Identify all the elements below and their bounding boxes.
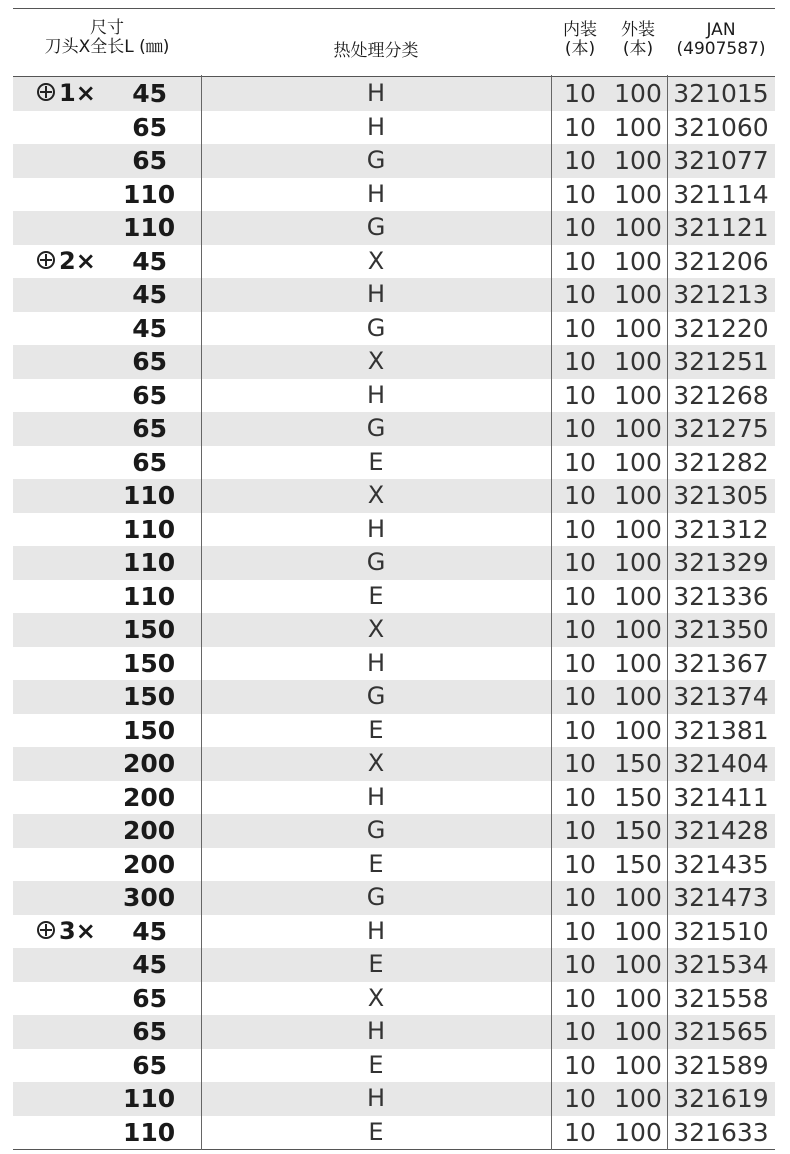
cell-jan-code: 321213	[673, 280, 769, 309]
cell-outer-pack: 100	[614, 548, 662, 577]
cell-heat-treatment: E	[368, 581, 384, 610]
table-bottom-border	[13, 1149, 775, 1150]
cell-length: 110	[123, 581, 176, 611]
cell-jan-code: 321619	[673, 1084, 769, 1113]
cell-outer-pack: 100	[614, 983, 662, 1013]
cell-jan-code: 321534	[673, 950, 769, 979]
cell-length: 45	[132, 246, 167, 276]
cell-jan-code: 321312	[673, 514, 769, 544]
cell-heat-treatment: G	[366, 414, 386, 442]
cell-jan-code: 321282	[673, 447, 769, 477]
cell-length: 110	[123, 548, 176, 577]
cell-jan-code: 321565	[673, 1017, 769, 1046]
cell-heat-treatment: H	[366, 782, 386, 811]
table-row	[13, 379, 775, 413]
divider-outer-jan	[667, 75, 668, 1150]
table-row	[13, 647, 775, 681]
cell-heat-treatment: H	[366, 380, 386, 409]
cell-inner-pack: 10	[564, 916, 596, 946]
cell-inner-pack: 10	[564, 79, 596, 108]
cell-length: 45	[132, 79, 167, 108]
cell-outer-pack: 100	[614, 1084, 662, 1113]
cell-tip-size	[37, 479, 127, 513]
cell-outer-pack: 100	[614, 347, 662, 376]
cell-heat-treatment: H	[366, 79, 386, 107]
cell-outer-pack: 100	[614, 715, 662, 745]
cell-tip-size	[37, 546, 127, 580]
cell-length: 65	[132, 112, 167, 142]
cell-tip-size	[37, 144, 127, 178]
cell-heat-treatment: H	[366, 1084, 386, 1112]
cell-heat-treatment: H	[366, 112, 386, 141]
tip-size-label: 1×	[59, 79, 96, 107]
cell-length: 110	[123, 213, 176, 242]
cell-jan-code: 321367	[673, 648, 769, 678]
cell-jan-code: 321435	[673, 849, 769, 879]
cell-heat-treatment: G	[366, 146, 386, 174]
header-heat-treatment: 热处理分类	[333, 41, 419, 61]
cell-inner-pack: 10	[564, 414, 596, 443]
cell-heat-treatment: H	[366, 648, 386, 677]
cell-length: 110	[123, 1117, 176, 1147]
cell-tip-size	[37, 1015, 127, 1049]
cell-inner-pack: 10	[564, 246, 596, 276]
table-row	[13, 580, 775, 614]
table-row	[13, 345, 775, 379]
cell-tip-size	[37, 178, 127, 212]
cell-jan-code: 321558	[673, 983, 769, 1013]
table-row	[13, 111, 775, 145]
table-row	[13, 781, 775, 815]
cell-jan-code: 321350	[673, 615, 769, 644]
header-outer-pack	[609, 21, 667, 59]
cell-inner-pack: 10	[564, 1084, 596, 1113]
cell-outer-pack: 100	[614, 481, 662, 510]
cell-length: 200	[123, 749, 176, 778]
cell-inner-pack: 10	[564, 648, 596, 678]
cell-length: 150	[123, 615, 176, 644]
cell-jan-code: 321268	[673, 380, 769, 410]
header-size	[13, 19, 201, 57]
cell-tip-size	[37, 1082, 127, 1116]
cell-outer-pack: 150	[614, 782, 662, 812]
cell-inner-pack: 10	[564, 280, 596, 309]
cell-jan-code: 321404	[673, 749, 769, 778]
table-row	[13, 680, 775, 714]
cell-length: 45	[132, 916, 167, 946]
cell-tip-size	[37, 747, 127, 781]
cell-jan-code: 321251	[673, 347, 769, 376]
phillips-plus-icon	[37, 83, 55, 101]
table-row	[13, 278, 775, 312]
cell-length: 65	[132, 1017, 167, 1046]
cell-heat-treatment: E	[368, 1050, 384, 1079]
cell-inner-pack: 10	[564, 112, 596, 142]
divider-heat-inner	[551, 75, 552, 1150]
cell-outer-pack: 150	[614, 749, 662, 778]
cell-heat-treatment: G	[366, 213, 386, 241]
cell-outer-pack: 100	[614, 146, 662, 175]
table-row	[13, 245, 775, 279]
table-row	[13, 613, 775, 647]
cell-tip-size	[37, 948, 127, 982]
cell-jan-code: 321121	[673, 213, 769, 242]
cell-length: 300	[123, 883, 176, 912]
cell-jan-code: 321077	[673, 146, 769, 175]
cell-outer-pack: 100	[614, 883, 662, 912]
cell-tip-size	[37, 345, 127, 379]
cell-length: 200	[123, 782, 176, 812]
spec-table	[13, 8, 775, 1150]
cell-heat-treatment: E	[368, 950, 384, 978]
cell-jan-code: 321633	[673, 1117, 769, 1147]
header-jan	[667, 21, 775, 59]
cell-outer-pack: 100	[614, 1117, 662, 1147]
cell-length: 110	[123, 514, 176, 544]
cell-tip-size	[37, 379, 127, 413]
cell-tip-size	[37, 111, 127, 145]
cell-inner-pack: 10	[564, 581, 596, 611]
cell-inner-pack: 10	[564, 146, 596, 175]
cell-length: 65	[132, 447, 167, 477]
cell-inner-pack: 10	[564, 213, 596, 242]
cell-outer-pack: 100	[614, 950, 662, 979]
cell-jan-code: 321510	[673, 916, 769, 946]
cell-inner-pack: 10	[564, 514, 596, 544]
cell-inner-pack: 10	[564, 1050, 596, 1080]
cell-heat-treatment: H	[366, 179, 386, 208]
cell-outer-pack: 100	[614, 380, 662, 410]
cell-length: 110	[123, 179, 176, 209]
cell-heat-treatment: E	[368, 447, 384, 476]
cell-inner-pack: 10	[564, 447, 596, 477]
cell-jan-code: 321329	[673, 548, 769, 577]
cell-heat-treatment: G	[366, 548, 386, 576]
cell-heat-treatment: G	[366, 883, 386, 911]
cell-heat-treatment: X	[367, 246, 385, 275]
cell-tip-size	[37, 446, 127, 480]
cell-jan-code: 321589	[673, 1050, 769, 1080]
cell-heat-treatment: G	[366, 816, 386, 844]
cell-length: 65	[132, 146, 167, 175]
cell-length: 65	[132, 380, 167, 410]
cell-outer-pack: 100	[614, 615, 662, 644]
cell-inner-pack: 10	[564, 715, 596, 745]
header-size-line1: 尺寸	[90, 18, 124, 38]
cell-heat-treatment: X	[367, 749, 385, 777]
cell-tip-size	[37, 647, 127, 681]
cell-outer-pack: 100	[614, 581, 662, 611]
cell-inner-pack: 10	[564, 849, 596, 879]
cell-inner-pack: 10	[564, 1117, 596, 1147]
table-row	[13, 446, 775, 480]
cell-tip-size	[37, 77, 127, 111]
table-row	[13, 881, 775, 915]
cell-jan-code: 321015	[673, 79, 769, 108]
cell-outer-pack: 100	[614, 648, 662, 678]
table-row	[13, 814, 775, 848]
phillips-plus-icon	[37, 251, 55, 269]
table-row	[13, 747, 775, 781]
cell-heat-treatment: G	[366, 313, 386, 342]
cell-heat-treatment: E	[368, 715, 384, 744]
cell-inner-pack: 10	[564, 548, 596, 577]
phillips-plus-icon	[37, 921, 55, 939]
table-row	[13, 513, 775, 547]
table-row	[13, 1015, 775, 1049]
cell-inner-pack: 10	[564, 782, 596, 812]
cell-tip-size	[37, 814, 127, 848]
cell-jan-code: 321060	[673, 112, 769, 142]
cell-inner-pack: 10	[564, 950, 596, 979]
table-row	[13, 178, 775, 212]
cell-length: 150	[123, 682, 176, 711]
cell-heat-treatment: G	[366, 682, 386, 710]
cell-jan-code: 321206	[673, 246, 769, 276]
table-row	[13, 1082, 775, 1116]
table-row	[13, 714, 775, 748]
cell-tip-size	[37, 278, 127, 312]
table-header	[13, 8, 775, 77]
table-row	[13, 982, 775, 1016]
table-row	[13, 848, 775, 882]
cell-inner-pack: 10	[564, 615, 596, 644]
cell-outer-pack: 100	[614, 414, 662, 443]
table-row	[13, 144, 775, 178]
cell-length: 65	[132, 983, 167, 1013]
cell-tip-size	[37, 245, 127, 279]
cell-tip-size	[37, 613, 127, 647]
cell-tip-size	[37, 781, 127, 815]
cell-tip-size	[37, 312, 127, 346]
cell-jan-code: 321275	[673, 414, 769, 443]
cell-heat-treatment: H	[366, 916, 386, 945]
cell-outer-pack: 100	[614, 112, 662, 142]
cell-outer-pack: 100	[614, 682, 662, 711]
cell-length: 65	[132, 347, 167, 376]
cell-length: 65	[132, 1050, 167, 1080]
cell-outer-pack: 100	[614, 179, 662, 209]
cell-inner-pack: 10	[564, 347, 596, 376]
cell-jan-code: 321114	[673, 179, 769, 209]
header-inner-line1: 内装	[563, 20, 597, 40]
cell-jan-code: 321473	[673, 883, 769, 912]
cell-outer-pack: 150	[614, 849, 662, 879]
header-outer-line1: 外装	[621, 20, 655, 40]
cell-inner-pack: 10	[564, 883, 596, 912]
cell-inner-pack: 10	[564, 816, 596, 845]
tip-size-label: 3×	[59, 916, 96, 945]
tip-size-label: 2×	[59, 246, 96, 275]
cell-tip-size	[37, 513, 127, 547]
table-row	[13, 1049, 775, 1083]
cell-length: 65	[132, 414, 167, 443]
cell-heat-treatment: E	[368, 849, 384, 878]
cell-length: 45	[132, 950, 167, 979]
cell-outer-pack: 100	[614, 79, 662, 108]
table-row	[13, 77, 775, 111]
cell-heat-treatment: X	[367, 481, 385, 509]
table-row	[13, 1116, 775, 1150]
cell-tip-size	[37, 848, 127, 882]
cell-inner-pack: 10	[564, 983, 596, 1013]
cell-tip-size	[37, 412, 127, 446]
cell-inner-pack: 10	[564, 380, 596, 410]
cell-heat-treatment: X	[367, 983, 385, 1012]
table-body	[13, 77, 775, 1149]
table-row	[13, 479, 775, 513]
cell-length: 200	[123, 849, 176, 879]
cell-length: 45	[132, 280, 167, 309]
cell-inner-pack: 10	[564, 1017, 596, 1046]
cell-outer-pack: 100	[614, 280, 662, 309]
cell-tip-size	[37, 580, 127, 614]
header-inner-pack	[551, 21, 609, 59]
cell-length: 45	[132, 313, 167, 343]
table-row	[13, 412, 775, 446]
cell-heat-treatment: X	[367, 347, 385, 375]
cell-tip-size	[37, 881, 127, 915]
cell-heat-treatment: X	[367, 615, 385, 643]
cell-tip-size	[37, 1116, 127, 1150]
cell-length: 150	[123, 648, 176, 678]
cell-jan-code: 321336	[673, 581, 769, 611]
cell-jan-code: 321381	[673, 715, 769, 745]
cell-heat-treatment: H	[366, 514, 386, 543]
cell-inner-pack: 10	[564, 313, 596, 343]
cell-outer-pack: 100	[614, 213, 662, 242]
table-row	[13, 211, 775, 245]
cell-outer-pack: 150	[614, 816, 662, 845]
cell-outer-pack: 100	[614, 1050, 662, 1080]
divider-size-heat	[201, 75, 202, 1150]
cell-jan-code: 321428	[673, 816, 769, 845]
cell-length: 110	[123, 481, 176, 510]
table-row	[13, 948, 775, 982]
cell-jan-code: 321220	[673, 313, 769, 343]
cell-heat-treatment: H	[366, 1017, 386, 1045]
cell-tip-size	[37, 680, 127, 714]
cell-heat-treatment: H	[366, 280, 386, 308]
cell-tip-size	[37, 714, 127, 748]
header-outer-line2: (本)	[622, 39, 654, 59]
cell-tip-size	[37, 915, 127, 949]
header-size-line2: 刀头X全长L (㎜)	[44, 37, 170, 57]
cell-tip-size	[37, 982, 127, 1016]
cell-tip-size	[37, 211, 127, 245]
cell-inner-pack: 10	[564, 682, 596, 711]
cell-outer-pack: 100	[614, 916, 662, 946]
cell-jan-code: 321305	[673, 481, 769, 510]
table-row	[13, 312, 775, 346]
cell-heat-treatment: E	[368, 1117, 384, 1146]
cell-jan-code: 321374	[673, 682, 769, 711]
cell-outer-pack: 100	[614, 246, 662, 276]
header-jan-line2: (4907587)	[676, 39, 766, 59]
cell-length: 200	[123, 816, 176, 845]
cell-outer-pack: 100	[614, 313, 662, 343]
header-inner-line2: (本)	[564, 39, 596, 59]
cell-tip-size	[37, 1049, 127, 1083]
cell-inner-pack: 10	[564, 749, 596, 778]
cell-jan-code: 321411	[673, 782, 769, 812]
cell-outer-pack: 100	[614, 447, 662, 477]
cell-inner-pack: 10	[564, 481, 596, 510]
cell-outer-pack: 100	[614, 1017, 662, 1046]
cell-length: 150	[123, 715, 176, 745]
cell-length: 110	[123, 1084, 176, 1113]
table-row	[13, 546, 775, 580]
header-jan-line1: JAN	[706, 20, 736, 40]
table-row	[13, 915, 775, 949]
cell-outer-pack: 100	[614, 514, 662, 544]
cell-inner-pack: 10	[564, 179, 596, 209]
